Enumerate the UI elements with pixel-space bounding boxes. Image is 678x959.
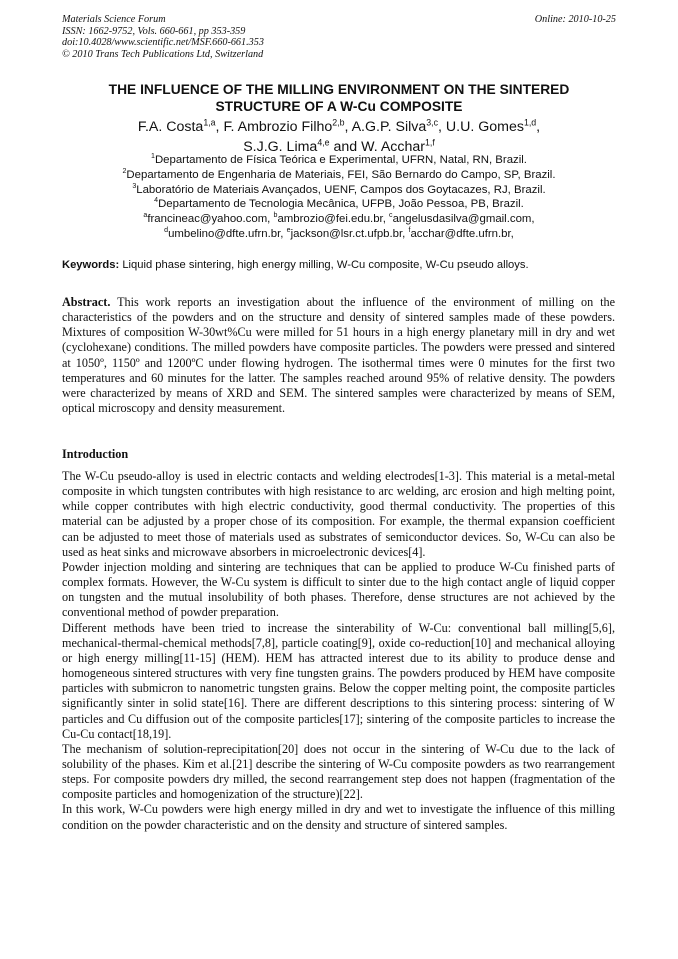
affiliation-list	[62, 153, 616, 242]
intro-paragraph: Powder injection molding and sintering are techniques that can be applied to produce W-Cu finished parts of complex formats. However, the W-Cu system is difficult to sinter due to the high contact angle of liquid copper on tungsten and the mutual insolubility of both phases. Therefore, dense structures are not achieved by the conventional method of powder preparation.	[62, 559, 615, 620]
keywords	[62, 258, 616, 272]
email-sup: e	[286, 227, 291, 235]
title-line-1: THE INFLUENCE OF THE MILLING ENVIRONMENT ON THE SINTERED	[108, 82, 570, 97]
email-text: umbelino@dfte.ufrn.br,	[168, 227, 287, 240]
abstract	[62, 295, 615, 416]
author-sep: and	[329, 139, 362, 155]
email-text: ambrozio@fei.edu.br,	[277, 213, 390, 226]
keywords-label: Keywords:	[62, 259, 120, 271]
affiliation-sup: 3	[132, 182, 137, 190]
introduction-body	[62, 469, 615, 833]
affiliation-text: Departamento de Tecnologia Mecânica, UFPB, João Pessoa, PB, Brazil.	[158, 198, 524, 211]
publication-info	[62, 14, 616, 60]
affiliation-text: Laboratório de Materiais Avançados, UENF, Campos dos Goytacazes, RJ, Brazil.	[136, 183, 546, 196]
author-sep: ,	[438, 119, 446, 135]
journal-name: Materials Science Forum	[62, 14, 166, 25]
author-line-1	[62, 117, 616, 137]
author-sup: 2,b	[332, 117, 345, 128]
introduction-heading: Introduction	[62, 447, 129, 461]
email-line-2	[62, 227, 616, 242]
email-sup: f	[408, 227, 411, 235]
author-name: U.U. Gomes	[445, 119, 524, 135]
intro-paragraph: Different methods have been tried to increase the sinterability of W-Cu: conventional ball milling[5,6], mechanical-thermal-chemical methods[7,8], particle coating[9], oxide co-reduction[10] and mechanical alloying or high energy milling[11-15] (HEM). HEM has attracted interest due to its ability to produce dense and homogeneous sintered structures with very fine tungsten grains. The powders produced by HEM have composite particles with submicron to nanometric tungsten grains. Below the copper melting point, the composite particles significantly sinter in solid state[16]. There are different descriptions to this sintering process: sintering of W particles and Cu diffusion out of the composite particles[17]; sintering of the composite particles to increase the Cu-Cu contact[18,19].	[62, 620, 615, 741]
copyright-line: © 2010 Trans Tech Publications Ltd, Switzerland	[62, 48, 264, 60]
intro-paragraph: In this work, W-Cu powders were high energy milled in dry and wet to investigate the influence of this milling condition on the powder characteristic and on the density and structure of sintered samples.	[62, 802, 615, 832]
email-text: angelusdasilva@gmail.com,	[392, 213, 535, 226]
affiliation	[62, 197, 616, 212]
author-sep: ,	[344, 119, 352, 135]
author-sep: ,	[536, 119, 541, 135]
abstract-label: Abstract.	[62, 295, 111, 309]
email-text: francineac@yahoo.com,	[147, 213, 274, 226]
affiliation-sup: 2	[122, 168, 127, 175]
email-sup: b	[273, 212, 278, 220]
author-sup: 1,d	[523, 117, 537, 128]
abstract-text: This work reports an investigation about the influence of the environment of milling on the characteristics of the powders and on the structure and density of sintered samples made of these powders. Mixtures of composition W-30wt%Cu were milled for 51 hours in a high energy planetary mill in dry and wet (cyclohexane) conditions. The milled powders have composite particles. The powders were pressed and sintered at 1050º, 1150º and 1200ºC under flowing hydrogen. The isothermal times were 0 minutes for the first two temperatures and 60 minutes for the latter. The samples reached around 95% of relative density. The powders were characterized by means of XRD and SEM. The sintered samples were characterized by means of SEM, optical microscopy and density measurement.	[62, 295, 615, 416]
keywords-text: Liquid phase sintering, high energy milling, W-Cu composite, W-Cu pseudo alloys.	[122, 259, 529, 271]
author-name: F. Ambrozio Filho	[223, 119, 333, 135]
author-sup: 1,f	[425, 137, 435, 148]
author-sup: 3,c	[426, 117, 438, 128]
affiliation	[62, 153, 616, 168]
author-name: S.J.G. Lima	[243, 139, 318, 155]
intro-paragraph: The W-Cu pseudo-alloy is used in electric contacts and welding electrodes[1-3]. This material is a metal-metal composite in which tungsten contributes with high resistance to arc welding, arc erosion and high melting point, while copper contributes with high electric conductivity, good thermal conductivity. The properties of this material can be adjusted by a proper chose of its composition. For example, the thermal expansion coefficient can be adjusted to meet those of materials used as substrates of semiconductor devices. So, W-Cu can also be used as heat sinks and microwave absorbers in microelectronic devices[4].	[62, 469, 615, 559]
affiliation	[62, 183, 616, 198]
author-list	[62, 117, 616, 157]
affiliation-text: Departamento de Física Teórica e Experimental, UFRN, Natal, RN, Brazil.	[154, 154, 527, 166]
author-sup: 1,a	[203, 117, 216, 128]
email-text: acchar@dfte.ufrn.br,	[410, 227, 514, 240]
email-sup: c	[389, 212, 393, 220]
online-date: Online: 2010-10-25	[534, 14, 616, 25]
author-name: W. Acchar	[361, 139, 425, 155]
intro-paragraph: The mechanism of solution-reprecipitation[20] does not occur in the sintering of W-Cu due to the lack of solubility of the phases. Kim et al.[21] describe the sintering of W-Cu composite powders as two rearrangement steps. For composite powders dry milled, the second rearrangement step does not happen (fragmentation of the composite particles and homogenization of the structure)[22].	[62, 741, 615, 802]
doi-line: doi:10.4028/www.scientific.net/MSF.660-661.353	[62, 37, 264, 49]
affiliation-sup: 4	[154, 197, 159, 205]
affiliation	[62, 168, 616, 183]
author-name: F.A. Costa	[137, 119, 204, 135]
paper-title	[62, 82, 616, 115]
running-header	[62, 14, 616, 60]
issn-line: ISSN: 1662-9752, Vols. 660-661, pp 353-359	[62, 25, 246, 37]
author-name: A.G.P. Silva	[351, 119, 427, 135]
author-sup: 4,e	[317, 137, 330, 148]
abstract-paragraph	[62, 295, 615, 416]
email-text: jackson@lsr.ct.ufpb.br,	[290, 227, 409, 240]
title-line-2: STRUCTURE OF A W-Cu COMPOSITE	[215, 98, 463, 114]
affiliation-sup: 1	[151, 153, 155, 161]
email-line-1	[62, 212, 616, 227]
email-sup: d	[164, 227, 169, 235]
author-sep: ,	[215, 119, 224, 135]
affiliation-text: Departamento de Engenharia de Materiais, FEI, São Bernardo do Campo, SP, Brazil.	[126, 168, 556, 181]
email-sup: a	[143, 212, 148, 220]
